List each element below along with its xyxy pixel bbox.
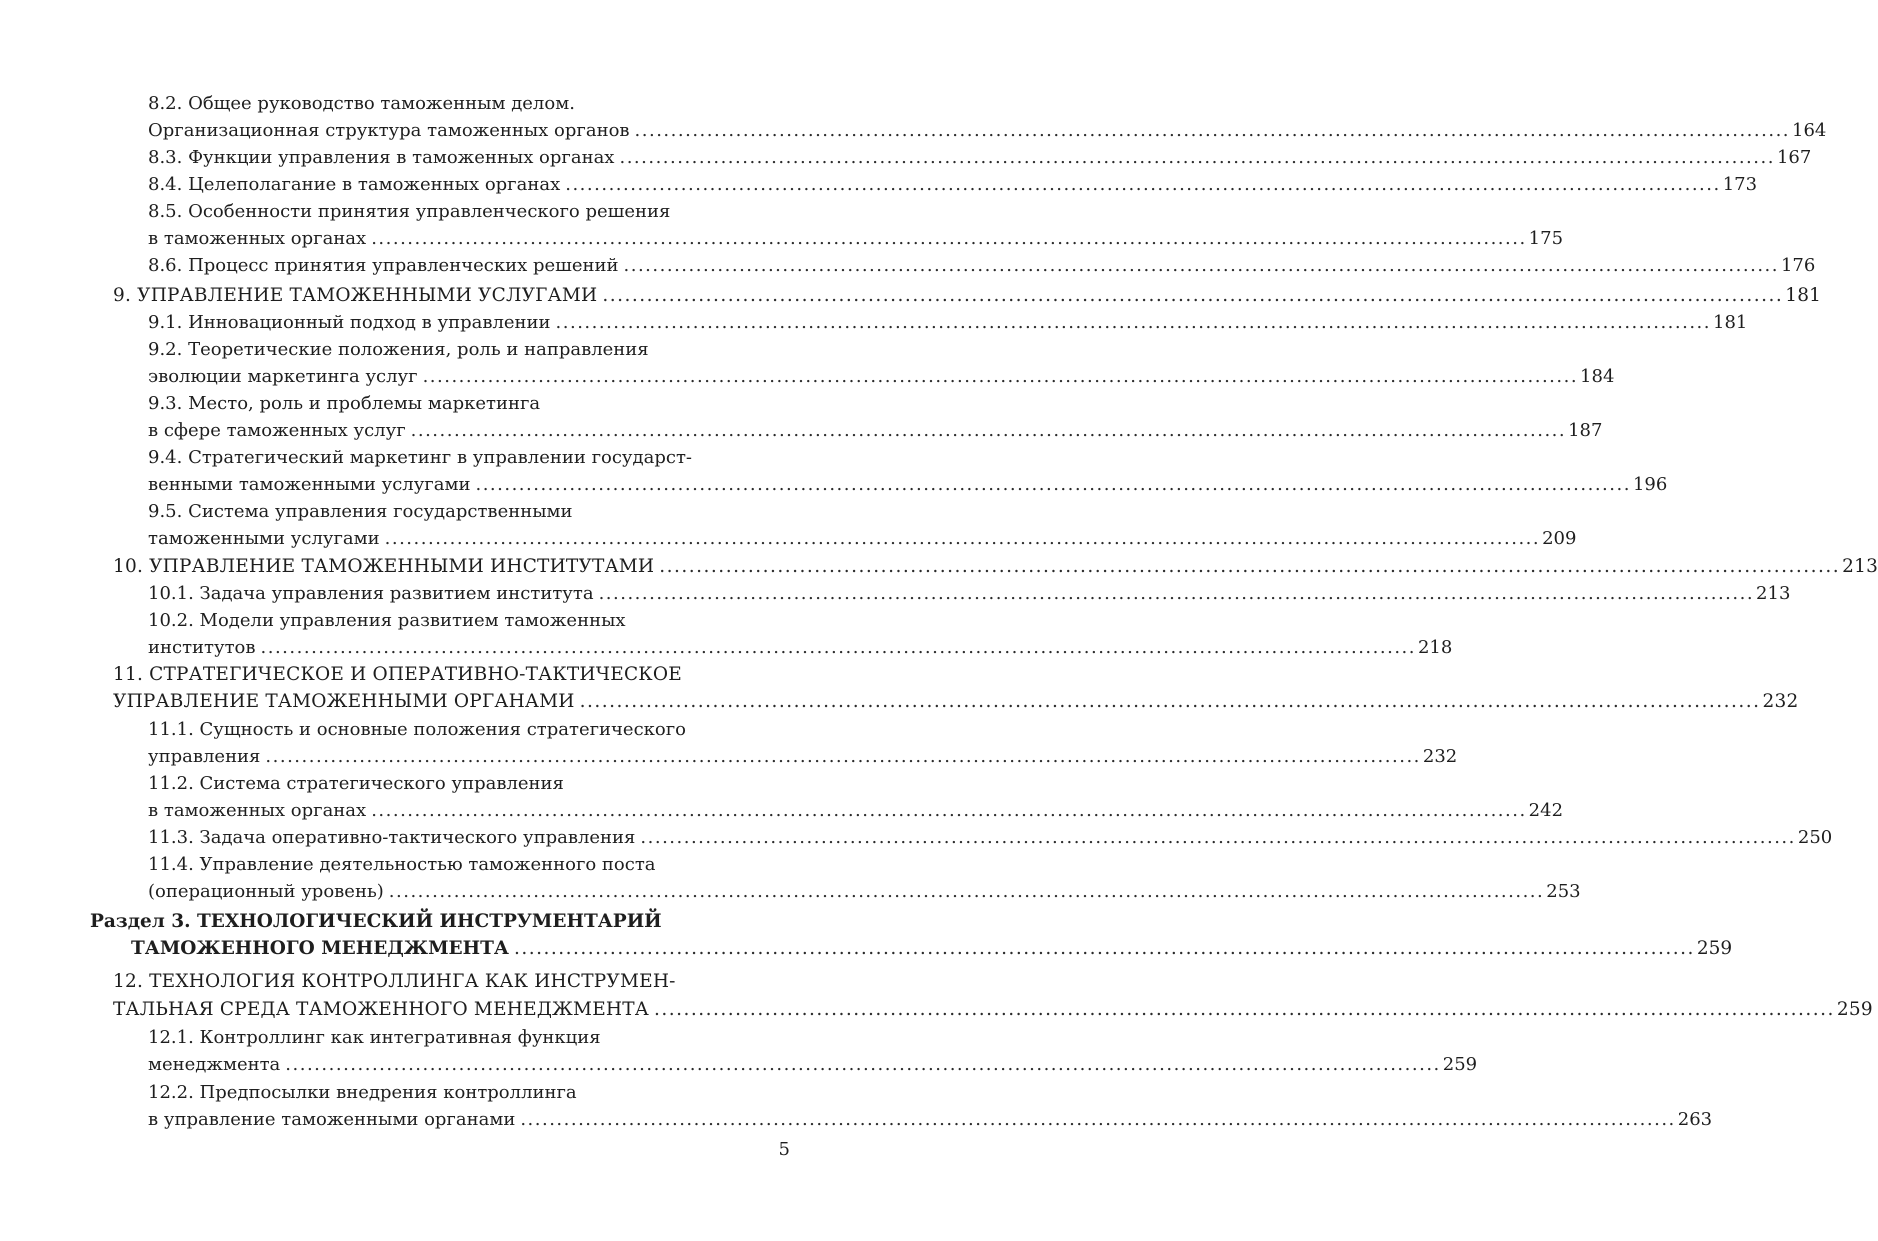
toc-entry-page: 263 <box>1677 1109 1713 1130</box>
toc-entry-title: венными таможенными услугами <box>148 474 471 495</box>
dot-leader: ................................................................................................................................................................ <box>555 312 1711 333</box>
toc-entry <box>148 527 1577 551</box>
dot-leader: ................................................................................................................................................................ <box>653 999 1835 1020</box>
toc-entry-page: 213 <box>1842 556 1878 577</box>
toc-entry-title: 10.1. Задача управления развитием института <box>148 583 594 604</box>
toc-entry-title: 8.6. Процесс принятия управленческих решений <box>148 255 619 276</box>
toc-entry <box>148 173 1758 197</box>
dot-leader: ................................................................................................................................................................ <box>384 528 1541 549</box>
toc-entry-page: 259 <box>1836 999 1873 1020</box>
toc-entry-title: 8.5. Особенности принятия управленческого решения <box>148 201 671 222</box>
toc-entry-title: 10.2. Модели управления развитием таможенных <box>148 610 626 631</box>
toc-entry-page: 173 <box>1722 174 1758 195</box>
toc-entry-page: 184 <box>1580 366 1615 387</box>
toc-entry-title: 8.4. Целеполагание в таможенных органах <box>148 174 561 195</box>
toc-entry-page: 242 <box>1528 800 1564 821</box>
toc-entry-title: 11.4. Управление деятельностью таможенного поста <box>148 854 656 875</box>
toc-entry-title: 12.2. Предпосылки внедрения контроллинга <box>148 1082 577 1103</box>
dot-leader: ................................................................................................................................................................ <box>513 938 1695 959</box>
toc-entry <box>113 555 1878 579</box>
toc-entry-title: управления <box>148 746 261 767</box>
toc-entry-title: в управление таможенными органами <box>148 1109 516 1130</box>
toc-entry-title: менеджмента <box>148 1054 281 1075</box>
dot-leader: ................................................................................................................................................................ <box>371 228 1527 249</box>
dot-leader: ................................................................................................................................................................ <box>520 1109 1676 1130</box>
toc-entry <box>148 119 1827 143</box>
toc-entry-page: 213 <box>1756 583 1791 604</box>
toc-entry-page: 176 <box>1780 255 1816 276</box>
toc-entry <box>113 663 682 687</box>
toc-entry <box>148 419 1603 443</box>
toc-entry <box>148 254 1816 278</box>
toc-entry-page: 181 <box>1713 312 1748 333</box>
dot-leader: ................................................................................................................................................................ <box>598 583 1755 604</box>
toc-entry-title: УПРАВЛЕНИЕ ТАМОЖЕННЫМИ ОРГАНАМИ <box>113 691 575 712</box>
dot-leader: ................................................................................................................................................................ <box>388 881 1545 902</box>
dot-leader: ................................................................................................................................................................ <box>475 474 1631 495</box>
toc-entry-title: 9.3. Место, роль и проблемы маркетинга <box>148 393 541 414</box>
toc-entry <box>148 745 1458 769</box>
toc-entry-title: 9.2. Теоретические положения, роль и направления <box>148 339 649 360</box>
toc-entry <box>113 970 676 994</box>
toc-entry <box>148 826 1833 850</box>
toc-entry <box>148 799 1564 823</box>
toc-entry-page: 253 <box>1546 881 1581 902</box>
dot-leader: ................................................................................................................................................................ <box>371 800 1527 821</box>
toc-entry-title: ТАМОЖЕННОГО МЕНЕДЖМЕНТА <box>131 938 509 959</box>
toc-entry-page: 232 <box>1762 691 1799 712</box>
toc-entry <box>148 446 692 470</box>
toc-entry <box>148 200 670 224</box>
toc-entry-title: 11.1. Сущность и основные положения стратегического <box>148 719 687 740</box>
toc-entry <box>148 1081 577 1105</box>
toc-entry-title: 12.1. Контроллинг как интегративная функция <box>148 1027 601 1048</box>
toc-entry <box>131 937 1733 961</box>
dot-leader: ................................................................................................................................................................ <box>634 120 1791 141</box>
toc-entry <box>90 910 662 934</box>
toc-entry-title: в таможенных органах <box>148 228 367 249</box>
toc-entry <box>148 1053 1478 1077</box>
toc-entry-title: в сфере таможенных услуг <box>148 420 406 441</box>
toc-entry-title: Организационная структура таможенных органов <box>148 120 630 141</box>
toc-entry <box>148 772 564 796</box>
toc-entry-title: 8.3. Функции управления в таможенных органах <box>148 147 615 168</box>
toc-entry-title: 9.1. Инновационный подход в управлении <box>148 312 551 333</box>
toc-entry-title: Раздел 3. ТЕХНОЛОГИЧЕСКИЙ ИНСТРУМЕНТАРИЙ <box>90 911 662 932</box>
toc-entry <box>148 1108 1713 1132</box>
toc-entry-page: 218 <box>1417 637 1453 658</box>
toc-entry <box>148 92 575 116</box>
toc-entry-title: 9.4. Стратегический маркетинг в управлении государст- <box>148 447 692 468</box>
toc-entry <box>148 636 1453 660</box>
dot-leader: ................................................................................................................................................................ <box>602 285 1784 306</box>
dot-leader: ................................................................................................................................................................ <box>422 366 1579 387</box>
dot-leader: ................................................................................................................................................................ <box>579 691 1761 712</box>
toc-entry-page: 259 <box>1696 938 1733 959</box>
toc-entry <box>148 880 1581 904</box>
toc-entry-page: 259 <box>1442 1054 1478 1075</box>
toc-entry-title: институтов <box>148 637 256 658</box>
toc-entry <box>113 998 1873 1022</box>
toc-entry-title: 9. УПРАВЛЕНИЕ ТАМОЖЕННЫМИ УСЛУГАМИ <box>113 285 598 306</box>
page-number: 5 <box>778 1139 790 1160</box>
toc-entry-page: 164 <box>1792 120 1827 141</box>
toc-entry <box>148 500 573 524</box>
toc-entry <box>113 690 1799 714</box>
dot-leader: ................................................................................................................................................................ <box>410 420 1567 441</box>
toc-entry-title: 8.2. Общее руководство таможенным делом. <box>148 93 575 114</box>
toc-entry-page: 209 <box>1542 528 1577 549</box>
toc-entry <box>148 146 1812 170</box>
toc-entry <box>148 311 1748 335</box>
toc-entry-page: 232 <box>1422 746 1458 767</box>
toc-entry-page: 187 <box>1568 420 1603 441</box>
toc-entry-title: 10. УПРАВЛЕНИЕ ТАМОЖЕННЫМИ ИНСТИТУТАМИ <box>113 556 655 577</box>
toc-entry-page: 250 <box>1797 827 1833 848</box>
toc-entry <box>148 227 1564 251</box>
toc-entry-title: ТАЛЬНАЯ СРЕДА ТАМОЖЕННОГО МЕНЕДЖМЕНТА <box>113 999 649 1020</box>
toc-entry <box>148 718 686 742</box>
toc-entry <box>148 1026 601 1050</box>
toc-entry-title: таможенными услугами <box>148 528 380 549</box>
toc-entry-title: 11.3. Задача оперативно-тактического управления <box>148 827 636 848</box>
toc-entry <box>148 392 540 416</box>
toc-entry-title: 12. ТЕХНОЛОГИЯ КОНТРОЛЛИНГА КАК ИНСТРУМЕН- <box>113 971 676 992</box>
dot-leader: ................................................................................................................................................................ <box>265 746 1421 767</box>
toc-entry <box>148 853 656 877</box>
toc-entry <box>148 365 1615 389</box>
toc-entry-page: 181 <box>1785 285 1822 306</box>
dot-leader: ................................................................................................................................................................ <box>619 147 1775 168</box>
toc-entry-page: 167 <box>1776 147 1812 168</box>
dot-leader: ................................................................................................................................................................ <box>659 556 1841 577</box>
toc-entry-title: эволюции маркетинга услуг <box>148 366 418 387</box>
dot-leader: ................................................................................................................................................................ <box>285 1054 1441 1075</box>
toc-entry-title: 11. СТРАТЕГИЧЕСКОЕ И ОПЕРАТИВНО-ТАКТИЧЕСКОЕ <box>113 664 682 685</box>
toc-entry-title: (операционный уровень) <box>148 881 384 902</box>
toc-entry-title: 11.2. Система стратегического управления <box>148 773 564 794</box>
toc-entry <box>148 338 649 362</box>
toc-entry-page: 175 <box>1528 228 1564 249</box>
dot-leader: ................................................................................................................................................................ <box>260 637 1416 658</box>
toc-entry-title: 9.5. Система управления государственными <box>148 501 573 522</box>
dot-leader: ................................................................................................................................................................ <box>623 255 1779 276</box>
dot-leader: ................................................................................................................................................................ <box>565 174 1721 195</box>
toc-entry-page: 196 <box>1632 474 1668 495</box>
toc-entry <box>148 473 1668 497</box>
toc-entry-title: в таможенных органах <box>148 800 367 821</box>
toc-entry <box>113 284 1822 308</box>
dot-leader: ................................................................................................................................................................ <box>640 827 1796 848</box>
toc-entry <box>148 582 1791 606</box>
toc-entry <box>148 609 626 633</box>
